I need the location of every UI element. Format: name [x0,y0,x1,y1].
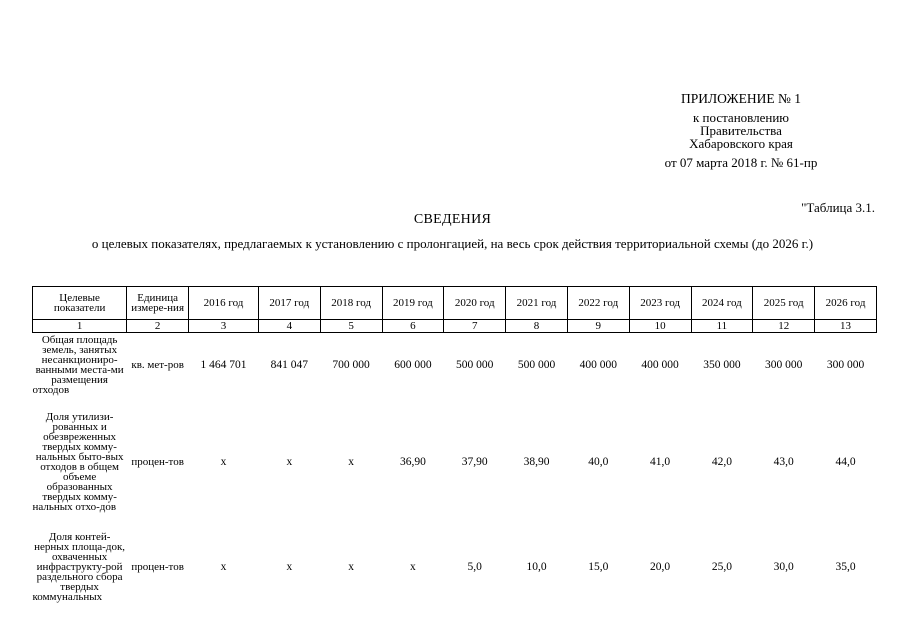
value-cell: 350 000 [703,359,741,371]
table-row [33,333,877,398]
column-number: 1 [33,320,127,333]
value-cell: 10,0 [526,561,547,573]
column-number: 8 [506,320,568,333]
header-cell: Целевые показатели [33,287,127,320]
indicator-cell: Доля утилизи-рованных и обезвреженных твердых комму-нальных быто-вых отходов в общем объеме образованных твердых комму-нальных отхо-дов [32,411,124,513]
value-cell: 38,90 [523,456,550,468]
value-cell: 42,0 [711,456,732,468]
table-row [33,397,877,527]
column-number: 12 [753,320,815,333]
header-cell: 2018 год [320,287,382,320]
header-cell: 2019 год [382,287,444,320]
value-cell: x [220,561,227,573]
value-cell: 35,0 [835,561,856,573]
unit-cell: процен-тов [131,561,184,573]
value-cell: 500 000 [517,359,556,371]
value-cell: 25,0 [711,561,732,573]
value-cell: 44,0 [835,456,856,468]
value-cell: 37,90 [461,456,488,468]
column-number: 13 [815,320,877,333]
header-cell: 2021 год [506,287,568,320]
appendix-line-1: к постановлению [692,110,790,125]
document-title: СВЕДЕНИЯ [413,212,492,227]
header-cell: 2020 год [444,287,506,320]
table-row [33,527,877,607]
header-cell: 2023 год [629,287,691,320]
value-cell: x [348,561,354,573]
value-cell: 600 000 [394,359,432,371]
column-number: 4 [258,320,320,333]
value-cell: 5,0 [467,561,482,573]
column-number: 9 [567,320,629,333]
header-cell: 2024 год [691,287,753,320]
header-cell: 2026 год [815,287,877,320]
header-cell: 2017 год [258,287,320,320]
value-cell: 841 047 [270,359,308,371]
column-number: 7 [444,320,506,333]
value-cell: 15,0 [588,561,609,573]
column-number: 11 [691,320,753,333]
document-subtitle: о целевых показателях, предлагаемых к установлению с пролонгацией, на весь срок действия территориальной схемы (до 2026 г.) [91,236,814,251]
header-row [33,287,877,320]
table-reference: "Таблица 3.1. [801,200,875,215]
value-cell: 500 000 [456,359,494,371]
indicator-cell: Общая площадь земель, занятых несанкциониро-ванными места-ми размещения отходов [32,334,124,396]
value-cell: x [220,456,227,468]
value-cell: 300 000 [765,359,803,371]
appendix-title: ПРИЛОЖЕНИЕ № 1 [680,91,802,106]
header-cell: 2022 год [567,287,629,320]
column-number: 10 [629,320,691,333]
value-cell: 700 000 [332,359,370,371]
value-cell: x [286,561,293,573]
header-cell: 2016 год [189,287,259,320]
column-number: 6 [382,320,444,333]
value-cell: 36,90 [399,456,426,468]
value-cell: 40,0 [588,456,609,468]
value-cell: 20,0 [650,561,671,573]
value-cell: 300 000 [826,359,865,371]
value-cell: 400 000 [641,359,679,371]
value-cell: 43,0 [773,456,794,468]
column-number: 3 [189,320,259,333]
value-cell: 400 000 [579,359,617,371]
column-number: 2 [127,320,189,333]
value-cell: x [410,561,416,573]
appendix-line-2: Правительства [700,123,782,138]
header-cell: Единица измере-ния [127,287,189,320]
appendix-line-3: Хабаровского края [689,136,793,151]
unit-cell: процен-тов [131,456,184,468]
indicators-table [32,286,877,607]
value-cell: 1 464 701 [200,359,247,371]
unit-cell: кв. мет-ров [131,359,184,371]
value-cell: 30,0 [773,561,794,573]
header-cell: 2025 год [753,287,815,320]
column-number-row [33,320,877,333]
column-number: 5 [320,320,382,333]
value-cell: x [286,456,293,468]
value-cell: x [348,456,354,468]
indicator-cell: Доля контей-нерных площа-док, охваченных инфраструкту-рой раздельного сбора твердых коммунальных [32,531,126,603]
appendix-line-4: от 07 марта 2018 г. № 61-пр [664,155,818,170]
value-cell: 41,0 [650,456,671,468]
